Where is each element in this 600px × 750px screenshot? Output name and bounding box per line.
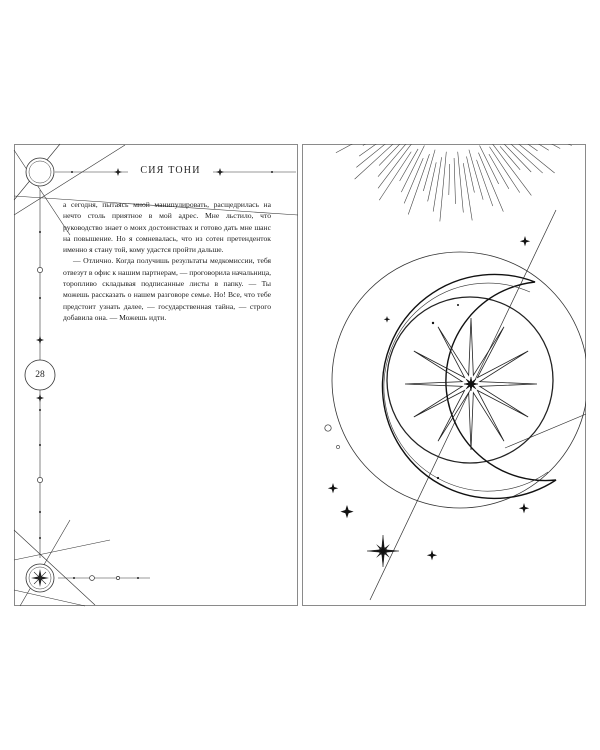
sun-ray bbox=[489, 147, 519, 193]
sun-ray bbox=[324, 108, 380, 122]
bright-star-icon bbox=[367, 535, 399, 567]
sun-ray bbox=[489, 140, 531, 196]
sun-ray bbox=[507, 129, 537, 150]
sun-ray bbox=[510, 113, 550, 129]
orbit-bead bbox=[325, 425, 331, 431]
sun-ray bbox=[505, 123, 549, 150]
sparkle-icon bbox=[520, 236, 530, 246]
paragraph: — Отлично. Когда получишь результаты медкомиссии, тебя отвезут в офис к нашим партнерам, — проговорила начальница, торопливо складывая подписанные листы в папку. — Ты можешь рассказать о нашем разговоре семье. Но! Все, что тебе предстоит узнать далее, — государственная тайна, — строго добавила она. — Можешь идти. bbox=[63, 256, 271, 322]
sun-ray bbox=[428, 162, 437, 201]
sparkle-icon bbox=[427, 550, 437, 560]
sun-ray bbox=[513, 102, 582, 115]
sun-ray bbox=[510, 137, 555, 173]
star-dot bbox=[457, 304, 459, 306]
star-shape bbox=[464, 377, 478, 391]
sun-ray bbox=[340, 121, 384, 142]
sun-ray bbox=[449, 164, 450, 195]
sun-ray bbox=[454, 158, 455, 204]
sparkle-icon bbox=[340, 505, 353, 518]
sun-ray bbox=[331, 102, 391, 113]
sun-ray bbox=[433, 157, 441, 211]
sparkle-icon bbox=[519, 503, 529, 513]
sparkle-icon bbox=[384, 316, 391, 323]
sun-ray bbox=[478, 153, 503, 212]
sun-ray bbox=[408, 154, 429, 214]
sun-ray bbox=[467, 156, 475, 192]
sun-ray bbox=[522, 113, 560, 125]
sun-ray bbox=[517, 125, 560, 148]
sun-ray bbox=[355, 132, 407, 179]
running-head: СИЯ ТОНИ bbox=[140, 165, 201, 176]
sun-ray bbox=[378, 142, 408, 177]
sun-ray bbox=[423, 150, 435, 191]
horizon-line bbox=[505, 414, 586, 448]
sun-ray bbox=[346, 113, 394, 132]
sun-ray bbox=[469, 150, 483, 200]
sun-rays bbox=[324, 102, 582, 222]
sun-ray bbox=[356, 133, 399, 168]
sun-ray bbox=[499, 139, 531, 172]
star-dot bbox=[437, 477, 439, 479]
orbit-bead bbox=[336, 445, 339, 448]
sparkle-icon bbox=[328, 483, 338, 493]
star-dot bbox=[432, 322, 434, 324]
sun-ray bbox=[336, 122, 392, 152]
sun-ray bbox=[458, 152, 464, 213]
sun-ray bbox=[463, 163, 472, 220]
twelve-point-star-icon bbox=[405, 318, 537, 450]
sun-ray bbox=[518, 107, 571, 121]
sun-ray bbox=[363, 123, 399, 146]
sun-ray bbox=[379, 152, 411, 200]
paragraph: а сегодня, пытаясь мной манипулировать, расщедрилась на нечто столь приятное в мой адрес. Мне льстило, что руководство знает о моих достоинствах и готово дать мне шанс на повышение. Но я сомневалась, что из сотен претенденток именно я стану той, кому удастся пройти дальше. bbox=[63, 200, 271, 255]
sun-ray bbox=[498, 132, 543, 173]
sun-ray bbox=[352, 111, 387, 122]
page-number: 28 bbox=[35, 370, 45, 380]
sun-ray bbox=[514, 119, 572, 146]
